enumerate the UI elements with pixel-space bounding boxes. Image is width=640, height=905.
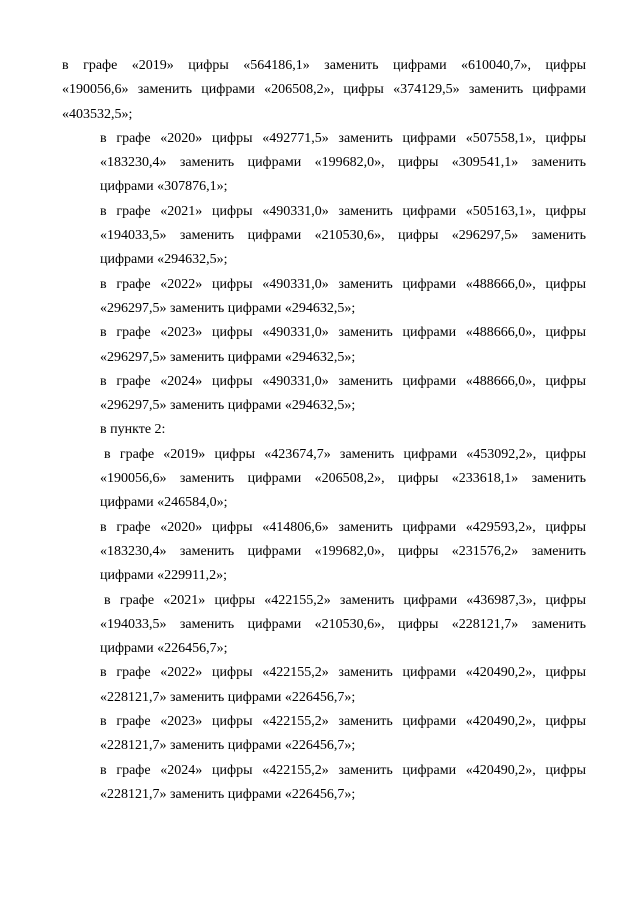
text-line: цифрами «307876,1»; [100,179,228,195]
document-text [62,54,586,807]
text-line: «183230,4» заменить цифрами «199682,0», цифры «309541,1» заменить [100,155,586,171]
text-line: в графе «2023» цифры «490331,0» заменить цифрами «488666,0», цифры [100,325,586,341]
text-line: «228121,7» заменить цифрами «226456,7»; [100,689,356,705]
text-line: «296297,5» заменить цифрами «294632,5»; [100,349,356,365]
text-line: цифрами «246584,0»; [100,495,228,511]
text-line: «228121,7» заменить цифрами «226456,7»; [100,786,356,802]
text-line: «190056,6» заменить цифрами «206508,2», цифры «374129,5» заменить цифрами [62,82,586,98]
text-line: в графе «2021» цифры «422155,2» заменить цифрами «436987,3», цифры [104,592,586,608]
section-heading: в пункте 2: [100,422,166,438]
text-line: «403532,5»; [62,106,133,122]
text-line: «296297,5» заменить цифрами «294632,5»; [100,300,356,316]
text-line: в графе «2019» цифры «564186,1» заменить цифрами «610040,7», цифры [62,58,586,73]
text-line: в графе «2024» цифры «490331,0» заменить цифрами «488666,0», цифры [100,373,586,389]
text-line: «194033,5» заменить цифрами «210530,6», цифры «228121,7» заменить [100,616,586,632]
text-line: «296297,5» заменить цифрами «294632,5»; [100,398,356,414]
text-line: цифрами «226456,7»; [100,641,228,657]
text-line: «190056,6» заменить цифрами «206508,2», цифры «233618,1» заменить [100,471,586,487]
text-line: в графе «2021» цифры «490331,0» заменить цифрами «505163,1», цифры [100,203,586,219]
text-line: в графе «2020» цифры «492771,5» заменить цифрами «507558,1», цифры [100,130,586,146]
text-line: цифрами «294632,5»; [100,252,228,268]
text-line: в графе «2020» цифры «414806,6» заменить цифрами «429593,2», цифры [100,519,586,535]
text-line: цифрами «229911,2»; [100,568,227,584]
text-line: в графе «2022» цифры «422155,2» заменить цифрами «420490,2», цифры [100,665,586,681]
text-line: в графе «2023» цифры «422155,2» заменить цифрами «420490,2», цифры [100,714,586,730]
text-line: в графе «2019» цифры «423674,7» заменить цифрами «453092,2», цифры [104,446,586,462]
text-line: в графе «2022» цифры «490331,0» заменить цифрами «488666,0», цифры [100,276,586,292]
text-line: «228121,7» заменить цифрами «226456,7»; [100,738,356,754]
text-line: в графе «2024» цифры «422155,2» заменить цифрами «420490,2», цифры [100,762,586,778]
text-line: «183230,4» заменить цифрами «199682,0», цифры «231576,2» заменить [100,543,586,559]
text-line: «194033,5» заменить цифрами «210530,6», цифры «296297,5» заменить [100,228,586,244]
